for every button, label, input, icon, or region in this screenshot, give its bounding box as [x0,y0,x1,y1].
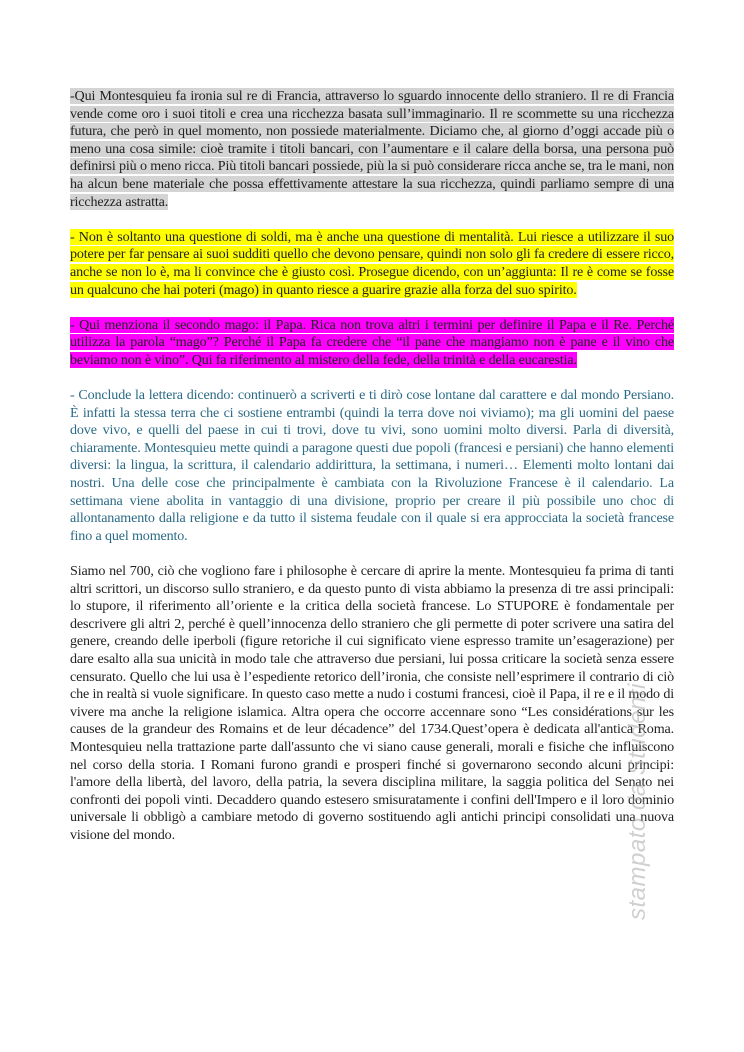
paragraph-4: - Conclude la lettera dicendo: continuerò a scriverti e ti dirò cose lontane dal carattere e dal mondo Persiano. È infatti la stessa terra che ci sostiene entrambi (quindi la terra dove noi viviamo); ma gli uomini del paese dove vivo, e quelli del paese in cui ti trovi, dove tu vivi, sono uomini molto diversi. Parla di diversità, chiaramente. Montesquieu mette quindi a paragone questi due popoli (francesi e persiani) che hanno elementi diversi: la lingua, la scrittura, il calendario addirittura, la settimana, i numeri… Elementi molto lontani dai nostri. Una delle cose che principalmente è cambiata con la Rivoluzione Francese è il calendario. La settimana viene abolita in vantaggio di una divisione, proprio per creare il più possibile uno choc di allontanamento dalla religione e da tutto il sistema feudale con il quale si era approcciata la società francese fino a quel momento. [70,387,674,544]
paragraph-5: Siamo nel 700, ciò che vogliono fare i philosophe è cercare di aprire la mente. Montesquieu fa prima di tanti altri scrittori, un discorso sullo straniero, e da questo punto di vista abbiamo la presenza di tre assi principali: lo stupore, il riferimento all’oriente e la critica della società francese. Lo STUPORE è fondamentale per descrivere gli altri 2, perché è quell’innocenza dello straniero che gli permette di poter scrivere una satira del genere, creando delle iperboli (figure retoriche il cui significato viene espresso tramite un’esagerazione) per dare esalto alla sua unicità in modo tale che attraverso due persiani, lui possa criticare la società senza essere censurato. Quello che lui usa è l’espediente retorico dell’ironia, che consiste nell’esprimere il contrario di ciò che in realtà si vuole significare. In questo caso mette a nudo i costumi francesi, cioè il Papa, il re e il modo di vivere ma anche la religione islamica. Altra opera che occorre accennare sono “Les considérations sur les causes de la grandeur des Romains et de leur décadence” del 1734.Quest’opera è dedicata all'antica Roma. Montesquieu nella trattazione parte dall'assunto che vi siano cause generali, morali e fisiche che influiscono nel corso della storia. I Romani furono grandi e prosperi finché si governarono secondo alcuni principi: l'amore della libertà, del lavoro, della patria, la severa disciplina militare, la saggia politica del Senato nei confronti dei popoli vinti. Decaddero quando estesero smisuratamente i confini dell'Impero e il loro dominio universale li obbligò a cambiare metodo di governo sostituendo agli antichi principi consolidati una nuova visione del mondo. [70,563,674,843]
paragraph-gap [70,299,674,317]
paragraph-gap [70,211,674,229]
paragraph-3-text: - Qui menziona il secondo mago: il Papa. Rica non trova altri i termini per definire il Papa e il Re. Perché utilizza la parola “mago”? Perché il Papa fa credere che “il pane che mangiamo non è pane e il vino che beviamo non è vino”. Qui fa riferimento al mistero della fede, della trinità e della eucarestia. [70,316,674,368]
paragraph-2 [70,229,674,299]
paragraph-2-text: - Non è soltanto una questione di soldi, ma è anche una questione di mentalità. Lui riesce a utilizzare il suo potere per far pensare ai suoi sudditi quello che devono pensare, quindi non solo gli fa credere di essere ricco, anche se non lo è, ma li convince che è giusto così. Prosegue dicendo, con un’aggiunta: Il re è come se fosse un qualcuno che hai poteri (mago) in quanto riesce a guarire grazie alla forza del suo spirito. [70,228,674,298]
paragraph-1-text: -Qui Montesquieu fa ironia sul re di Francia, attraverso lo sguardo innocente dello straniero. Il re di Francia vende come oro i suoi titoli e crea una ricchezza basata sull’immaginario. Il re scommette su una ricchezza futura, che però in quel momento, non possiede materialmente. Diciamo che, al giorno d’oggi accade più o meno una cosa simile: cioè tramite i titoli bancari, con l’aumentare e il calare della borsa, una persona può definirsi più o meno ricca. Più titoli bancari possiede, più la si può considerare ricca anche se, tra le mani, non ha alcun bene materiale che possa effettivamente attestare la sua ricchezza, quindi parliamo sempre di una ricchezza astratta. [70,88,674,210]
paragraph-3 [70,317,674,370]
watermark: stampato da Studenti [624,683,651,920]
paragraph-gap [70,545,674,563]
document-body [70,88,674,845]
paragraph-1 [70,88,674,211]
paragraph-gap [70,370,674,388]
